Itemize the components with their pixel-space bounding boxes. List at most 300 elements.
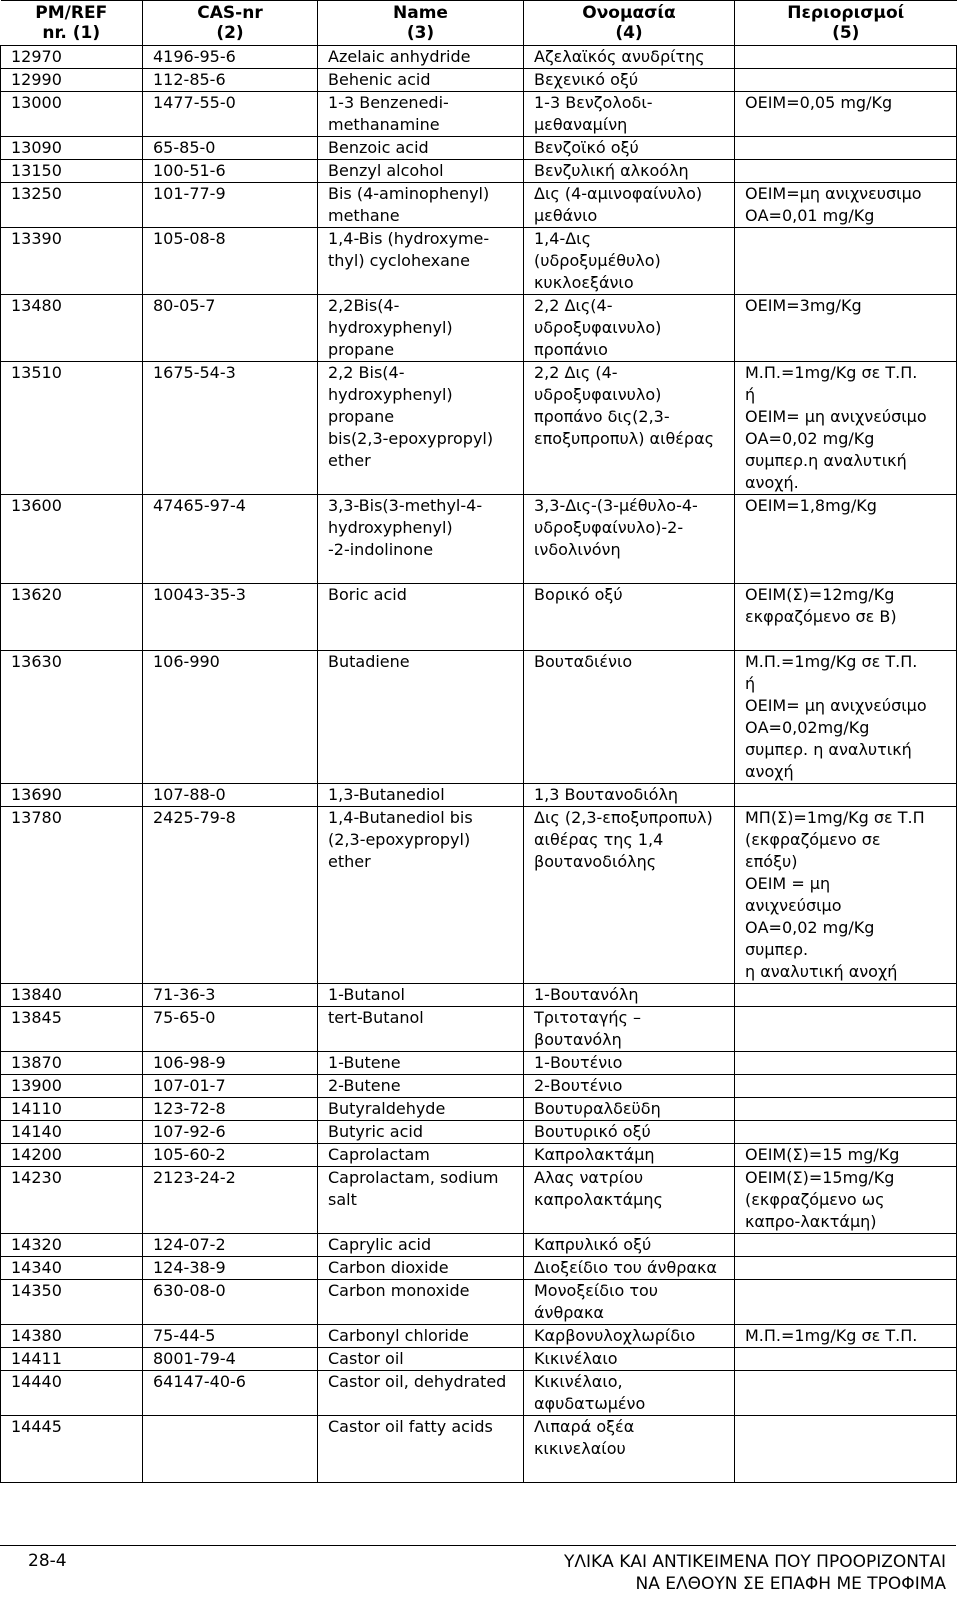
cell-name <box>318 160 524 183</box>
cell-name-line: Butadiene <box>328 652 410 671</box>
cell-restrictions-line: ή <box>745 674 756 693</box>
cell-restrictions-line: ΟΕΙΜ= μη ανιχνεύσιμο <box>745 696 927 715</box>
cell-cas <box>143 137 318 160</box>
cell-greek-name-line: υδροξυφαίνυλο)-2- <box>534 518 684 537</box>
cell-ref <box>1 784 143 807</box>
cell-cas <box>143 1144 318 1167</box>
table-body <box>1 46 957 1483</box>
cell-greek-name-line: υδροξυφαινυλο) <box>534 318 662 337</box>
cell-cas <box>143 1007 318 1052</box>
table-row <box>1 1075 957 1098</box>
cell-ref <box>1 495 143 584</box>
cell-ref-line: 12990 <box>11 70 62 89</box>
cell-restrictions-line: ΟΑ=0,02 mg/Kg <box>745 429 875 448</box>
cell-ref <box>1 183 143 228</box>
cell-cas-line: 100-51-6 <box>153 161 226 180</box>
cell-restrictions <box>735 1280 957 1325</box>
cell-cas-line: 106-990 <box>153 652 220 671</box>
cell-greek-name <box>524 1348 735 1371</box>
cell-name-line: Butyraldehyde <box>328 1099 446 1118</box>
cell-name-line: Benzyl alcohol <box>328 161 444 180</box>
cell-ref-line: 13840 <box>11 985 62 1004</box>
cell-cas-line: 105-08-8 <box>153 229 226 248</box>
cell-greek-name-line: άνθρακα <box>534 1303 604 1322</box>
cell-ref <box>1 1416 143 1483</box>
cell-ref <box>1 69 143 92</box>
cell-ref-line: 14445 <box>11 1417 62 1436</box>
cell-cas <box>143 1280 318 1325</box>
cell-greek-name-line: ινδολινόνη <box>534 540 621 559</box>
cell-ref <box>1 137 143 160</box>
cell-name <box>318 807 524 984</box>
cell-greek-name-line: αφυδατωμένο <box>534 1394 646 1413</box>
cell-name-line: Caprylic acid <box>328 1235 432 1254</box>
cell-ref <box>1 1121 143 1144</box>
cell-name-line: Boric acid <box>328 585 407 604</box>
cell-cas-line: 106-98-9 <box>153 1053 226 1072</box>
cell-greek-name <box>524 183 735 228</box>
table-row <box>1 1416 957 1483</box>
cell-ref-line: 13600 <box>11 496 62 515</box>
cell-cas-line: 10043-35-3 <box>153 585 246 604</box>
cell-restrictions <box>735 1007 957 1052</box>
cell-greek-name-line: Δις (4-αμινοφαίνυλο) <box>534 184 703 203</box>
cell-greek-name <box>524 1167 735 1234</box>
cell-cas <box>143 984 318 1007</box>
cell-cas <box>143 495 318 584</box>
cell-ref <box>1 1348 143 1371</box>
table-row <box>1 160 957 183</box>
cell-restrictions <box>735 1234 957 1257</box>
cell-ref-line: 13390 <box>11 229 62 248</box>
table-row <box>1 362 957 495</box>
cell-ref-line: 13845 <box>11 1008 62 1027</box>
cell-cas-line: 123-72-8 <box>153 1099 226 1118</box>
cell-restrictions-line: η αναλυτική ανοχή <box>745 962 898 981</box>
cell-ref-line: 13900 <box>11 1076 62 1095</box>
cell-name-line: Butyric acid <box>328 1122 423 1141</box>
cell-restrictions <box>735 1144 957 1167</box>
cell-cas <box>143 1121 318 1144</box>
cell-cas-line: 1675-54-3 <box>153 363 236 382</box>
cell-greek-name-line: Βορικό οξύ <box>534 585 623 604</box>
cell-restrictions <box>735 69 957 92</box>
cell-name-line: Carbon dioxide <box>328 1258 449 1277</box>
table-row <box>1 92 957 137</box>
cell-cas <box>143 1167 318 1234</box>
cell-greek-name <box>524 984 735 1007</box>
cell-greek-name <box>524 784 735 807</box>
table-header <box>1 1 957 46</box>
header-cas: CAS-nr (2) <box>143 1 318 46</box>
table-row <box>1 1348 957 1371</box>
cell-name <box>318 1052 524 1075</box>
cell-ref-line: 13620 <box>11 585 62 604</box>
cell-name-line: Behenic acid <box>328 70 431 89</box>
cell-name-line: 2,2 Bis(4- <box>328 363 405 382</box>
cell-name <box>318 584 524 651</box>
cell-restrictions-line: ΟΕΙΜ = μη <box>745 874 831 893</box>
cell-restrictions <box>735 1348 957 1371</box>
cell-ref-line: 14320 <box>11 1235 62 1254</box>
cell-ref <box>1 1371 143 1416</box>
cell-name-line: bis(2,3-epoxypropyl) <box>328 429 494 448</box>
cell-name-line: propane <box>328 407 395 426</box>
cell-ref <box>1 1075 143 1098</box>
cell-name-line: Bis (4-aminophenyl) <box>328 184 490 203</box>
cell-greek-name-line: βουτανοδιόλης <box>534 852 657 871</box>
table-row <box>1 784 957 807</box>
cell-greek-name-line: Βουτυρικό οξύ <box>534 1122 651 1141</box>
cell-name-line: hydroxyphenyl) <box>328 385 453 404</box>
cell-ref <box>1 295 143 362</box>
table-row <box>1 1052 957 1075</box>
cell-restrictions-line: συμπερ. <box>745 940 809 959</box>
cell-greek-name-line: προπάνο δις(2,3- <box>534 407 670 426</box>
cell-restrictions-line: ΟΕΙΜ= μη ανιχνεύσιμο <box>745 407 927 426</box>
cell-ref-line: 14380 <box>11 1326 62 1345</box>
cell-ref-line: 14110 <box>11 1099 62 1118</box>
cell-name-line: hydroxyphenyl) <box>328 518 453 537</box>
cell-restrictions-line: ανοχή <box>745 762 794 781</box>
table-row <box>1 1167 957 1234</box>
cell-restrictions <box>735 46 957 69</box>
cell-ref <box>1 651 143 784</box>
cell-greek-name <box>524 584 735 651</box>
cell-name <box>318 1167 524 1234</box>
cell-cas-line: 80-05-7 <box>153 296 216 315</box>
cell-ref-line: 13510 <box>11 363 62 382</box>
cell-cas <box>143 228 318 295</box>
cell-cas-line: 47465-97-4 <box>153 496 246 515</box>
cell-greek-name-line: Αλας νατρίου <box>534 1168 644 1187</box>
cell-greek-name-line: 2,2 Δις (4- <box>534 363 618 382</box>
cell-ref-line: 14140 <box>11 1122 62 1141</box>
cell-restrictions-line: Μ.Π.=1mg/Kg σε Τ.Π. <box>745 652 918 671</box>
cell-restrictions-line: ΟΕΙΜ=3mg/Kg <box>745 296 862 315</box>
cell-name <box>318 1371 524 1416</box>
cell-cas-line: 75-65-0 <box>153 1008 216 1027</box>
footer-title <box>564 1551 946 1595</box>
cell-restrictions <box>735 1121 957 1144</box>
cell-restrictions-line: ΟΕΙΜ=μη ανιχνευσιμο <box>745 184 922 203</box>
cell-restrictions <box>735 1416 957 1483</box>
cell-ref <box>1 1007 143 1052</box>
cell-name-line: methane <box>328 206 400 225</box>
cell-ref <box>1 807 143 984</box>
cell-name <box>318 495 524 584</box>
cell-restrictions-line: ή <box>745 385 756 404</box>
cell-greek-name <box>524 1098 735 1121</box>
cell-greek-name-line: 3,3-Δις-(3-μέθυλο-4- <box>534 496 698 515</box>
cell-greek-name-line: αιθέρας της 1,4 <box>534 830 664 849</box>
cell-name-line: Caprolactam <box>328 1145 430 1164</box>
cell-restrictions-line: ΟΕΙΜ=0,05 mg/Kg <box>745 93 893 112</box>
cell-greek-name-line: Καπρολακτάμη <box>534 1145 655 1164</box>
cell-cas <box>143 46 318 69</box>
cell-greek-name <box>524 137 735 160</box>
cell-name <box>318 362 524 495</box>
cell-name <box>318 183 524 228</box>
cell-ref-line: 14411 <box>11 1349 62 1368</box>
cell-cas-line: 71-36-3 <box>153 985 216 1004</box>
cell-restrictions <box>735 807 957 984</box>
cell-name <box>318 295 524 362</box>
cell-cas <box>143 1416 318 1483</box>
cell-restrictions-line: εκφραζόμενο σε Β) <box>745 607 897 626</box>
cell-cas <box>143 1348 318 1371</box>
cell-ref-line: 14350 <box>11 1281 62 1300</box>
cell-greek-name <box>524 1257 735 1280</box>
cell-ref-line: 14340 <box>11 1258 62 1277</box>
cell-name <box>318 1416 524 1483</box>
cell-name <box>318 1121 524 1144</box>
cell-ref <box>1 46 143 69</box>
cell-restrictions-line: ΜΠ(Σ)=1mg/Kg σε Τ.Π <box>745 808 925 827</box>
cell-cas-line: 4196-95-6 <box>153 47 236 66</box>
cell-cas <box>143 92 318 137</box>
cell-restrictions <box>735 584 957 651</box>
table-row <box>1 651 957 784</box>
cell-restrictions <box>735 160 957 183</box>
cell-ref <box>1 584 143 651</box>
cell-cas-line: 8001-79-4 <box>153 1349 236 1368</box>
cell-ref <box>1 1098 143 1121</box>
cell-greek-name <box>524 651 735 784</box>
cell-cas <box>143 1257 318 1280</box>
cell-ref <box>1 1167 143 1234</box>
cell-cas-line: 107-92-6 <box>153 1122 226 1141</box>
cell-name-line: ether <box>328 852 371 871</box>
cell-cas-line: 64147-40-6 <box>153 1372 246 1391</box>
header-greek-name: Ονομασία (4) <box>524 1 735 46</box>
cell-ref-line: 13780 <box>11 808 62 827</box>
cell-cas <box>143 160 318 183</box>
table-row <box>1 1371 957 1416</box>
cell-greek-name <box>524 295 735 362</box>
cell-greek-name <box>524 69 735 92</box>
cell-ref-line: 13690 <box>11 785 62 804</box>
cell-restrictions <box>735 137 957 160</box>
cell-restrictions <box>735 1052 957 1075</box>
cell-restrictions <box>735 1325 957 1348</box>
cell-name <box>318 1348 524 1371</box>
cell-greek-name <box>524 495 735 584</box>
table-row <box>1 183 957 228</box>
cell-restrictions <box>735 1167 957 1234</box>
cell-restrictions <box>735 183 957 228</box>
cell-name-line: Caprolactam, sodium <box>328 1168 499 1187</box>
cell-ref <box>1 1144 143 1167</box>
cell-restrictions-line: (εκφραζόμενο ως <box>745 1190 885 1209</box>
cell-cas-line: 1477-55-0 <box>153 93 236 112</box>
cell-greek-name-line: Αζελαϊκός ανυδρίτης <box>534 47 705 66</box>
cell-ref <box>1 92 143 137</box>
cell-cas <box>143 295 318 362</box>
cell-greek-name-line: Βενζυλική αλκοόλη <box>534 161 689 180</box>
cell-restrictions-line: ΟΑ=0,01 mg/Kg <box>745 206 875 225</box>
cell-greek-name-line: 2,2 Δις(4- <box>534 296 613 315</box>
cell-name-line: Carbon monoxide <box>328 1281 470 1300</box>
cell-greek-name-line: Λιπαρά οξέα <box>534 1417 635 1436</box>
cell-greek-name-line: 1-Βουτανόλη <box>534 985 639 1004</box>
header-ref: PM/REF nr. (1) <box>1 1 143 46</box>
cell-cas <box>143 651 318 784</box>
cell-restrictions <box>735 362 957 495</box>
cell-cas-line: 107-88-0 <box>153 785 226 804</box>
cell-greek-name-line: προπάνιο <box>534 340 608 359</box>
cell-restrictions-line: Μ.Π.=1mg/Kg σε Τ.Π. <box>745 363 918 382</box>
footer-title-line-2: ΝΑ ΕΛΘΟΥΝ ΣΕ ΕΠΑΦΗ ΜΕ ΤΡΟΦΙΜΑ <box>635 1574 946 1594</box>
header-restrictions: Περιορισμοί (5) <box>735 1 957 46</box>
cell-restrictions-line: ΟΑ=0,02mg/Kg <box>745 718 870 737</box>
cell-greek-name-line: Καπρυλικό οξύ <box>534 1235 652 1254</box>
cell-ref <box>1 160 143 183</box>
cell-name-line: 1,3-Butanediol <box>328 785 445 804</box>
cell-name <box>318 1075 524 1098</box>
table-row <box>1 1144 957 1167</box>
cell-name-line: propane <box>328 340 395 359</box>
cell-name-line: 1,4-Bis (hydroxyme- <box>328 229 490 248</box>
cell-name-line: ether <box>328 451 371 470</box>
cell-cas <box>143 1052 318 1075</box>
cell-restrictions-line: ανιχνεύσιμο <box>745 896 842 915</box>
cell-greek-name <box>524 1144 735 1167</box>
table-row <box>1 1325 957 1348</box>
cell-name-line: 1-Butene <box>328 1053 401 1072</box>
cell-name <box>318 92 524 137</box>
cell-greek-name <box>524 92 735 137</box>
table-row <box>1 1098 957 1121</box>
header-name: Name (3) <box>318 1 524 46</box>
cell-greek-name-line: Κικινέλαιο, <box>534 1372 623 1391</box>
table-row <box>1 984 957 1007</box>
cell-cas-line: 2425-79-8 <box>153 808 236 827</box>
cell-restrictions-line: (εκφραζόμενο σε <box>745 830 881 849</box>
cell-ref-line: 13150 <box>11 161 62 180</box>
cell-restrictions <box>735 295 957 362</box>
table-row <box>1 1280 957 1325</box>
cell-restrictions-line: ΟΕΙΜ(Σ)=12mg/Kg <box>745 585 895 604</box>
cell-ref <box>1 1234 143 1257</box>
cell-greek-name-line: Βενζοϊκό οξύ <box>534 138 639 157</box>
cell-name-line: Castor oil, dehydrated <box>328 1372 507 1391</box>
cell-greek-name-line: κυκλοεξάνιο <box>534 273 634 292</box>
table-row <box>1 1121 957 1144</box>
cell-greek-name <box>524 160 735 183</box>
cell-ref <box>1 1325 143 1348</box>
cell-greek-name-line: 1,4-Δις <box>534 229 591 248</box>
cell-greek-name <box>524 46 735 69</box>
cell-cas-line: 101-77-9 <box>153 184 226 203</box>
cell-cas-line: 112-85-6 <box>153 70 226 89</box>
cell-greek-name-line: Μονοξείδιο του <box>534 1281 659 1300</box>
cell-restrictions-line: ΟΕΙΜ(Σ)=15 mg/Kg <box>745 1145 900 1164</box>
cell-greek-name-line: υδροξυφαινυλο) <box>534 385 662 404</box>
cell-greek-name-line: Βεχενικό οξύ <box>534 70 639 89</box>
cell-ref-line: 14440 <box>11 1372 62 1391</box>
cell-greek-name-line: 1-Βουτένιο <box>534 1053 623 1072</box>
table-row <box>1 46 957 69</box>
cell-name-line: 2-Butene <box>328 1076 401 1095</box>
cell-name <box>318 46 524 69</box>
table-row <box>1 69 957 92</box>
cell-name <box>318 1098 524 1121</box>
cell-name-line: (2,3-epoxypropyl) <box>328 830 471 849</box>
table-row <box>1 584 957 651</box>
cell-name <box>318 137 524 160</box>
cell-ref-line: 13480 <box>11 296 62 315</box>
cell-restrictions-line: επόξυ) <box>745 852 798 871</box>
cell-restrictions-line: καπρο-λακτάμη) <box>745 1212 877 1231</box>
cell-restrictions <box>735 1098 957 1121</box>
cell-name-line: thyl) cyclohexane <box>328 251 470 270</box>
cell-name-line: Benzoic acid <box>328 138 429 157</box>
cell-restrictions <box>735 495 957 584</box>
cell-restrictions <box>735 1257 957 1280</box>
cell-restrictions <box>735 651 957 784</box>
cell-cas <box>143 362 318 495</box>
cell-greek-name <box>524 807 735 984</box>
cell-greek-name <box>524 1371 735 1416</box>
cell-name-line: 1-3 Benzenedi- <box>328 93 449 112</box>
cell-name <box>318 1257 524 1280</box>
cell-greek-name <box>524 1121 735 1144</box>
cell-name-line: Castor oil <box>328 1349 404 1368</box>
cell-cas-line: 2123-24-2 <box>153 1168 236 1187</box>
cell-ref-line: 13250 <box>11 184 62 203</box>
cell-greek-name-line: Τριτοταγής – <box>534 1008 642 1027</box>
cell-cas <box>143 183 318 228</box>
cell-name <box>318 1234 524 1257</box>
cell-cas-line: 65-85-0 <box>153 138 216 157</box>
footer-divider <box>0 1545 956 1546</box>
cell-greek-name <box>524 1280 735 1325</box>
cell-name <box>318 651 524 784</box>
cell-ref-line: 14200 <box>11 1145 62 1164</box>
cell-cas <box>143 784 318 807</box>
cell-cas <box>143 1234 318 1257</box>
cell-ref-line: 13870 <box>11 1053 62 1072</box>
cell-cas-line: 124-38-9 <box>153 1258 226 1277</box>
cell-greek-name-line: εποξυπροπυλ) αιθέρας <box>534 429 715 448</box>
cell-cas <box>143 1075 318 1098</box>
cell-name-line: methanamine <box>328 115 440 134</box>
cell-greek-name-line: Δις (2,3-εποξυπροπυλ) <box>534 808 713 827</box>
cell-ref <box>1 362 143 495</box>
cell-restrictions <box>735 92 957 137</box>
cell-cas-line: 107-01-7 <box>153 1076 226 1095</box>
footer-title-line-1: ΥΛΙΚΑ ΚΑΙ ΑΝΤΙΚΕΙΜΕΝΑ ΠΟΥ ΠΡΟΟΡΙΖΟΝΤΑΙ <box>564 1552 946 1572</box>
cell-name-line: 3,3-Bis(3-methyl-4- <box>328 496 483 515</box>
cell-name <box>318 1280 524 1325</box>
cell-cas <box>143 1371 318 1416</box>
cell-restrictions <box>735 228 957 295</box>
cell-name-line: 1-Butanol <box>328 985 405 1004</box>
cell-greek-name-line: μεθαναμίνη <box>534 115 628 134</box>
cell-name-line: Carbonyl chloride <box>328 1326 469 1345</box>
cell-name <box>318 69 524 92</box>
cell-name <box>318 1144 524 1167</box>
cell-name <box>318 984 524 1007</box>
cell-name-line: tert-Butanol <box>328 1008 424 1027</box>
cell-ref-line: 12970 <box>11 47 62 66</box>
cell-greek-name <box>524 1007 735 1052</box>
cell-name-line: 2,2Bis(4- <box>328 296 400 315</box>
cell-greek-name-line: (υδροξυμέθυλο) <box>534 251 661 270</box>
cell-greek-name-line: Καρβονυλοχλωρίδιο <box>534 1326 696 1345</box>
cell-restrictions <box>735 784 957 807</box>
